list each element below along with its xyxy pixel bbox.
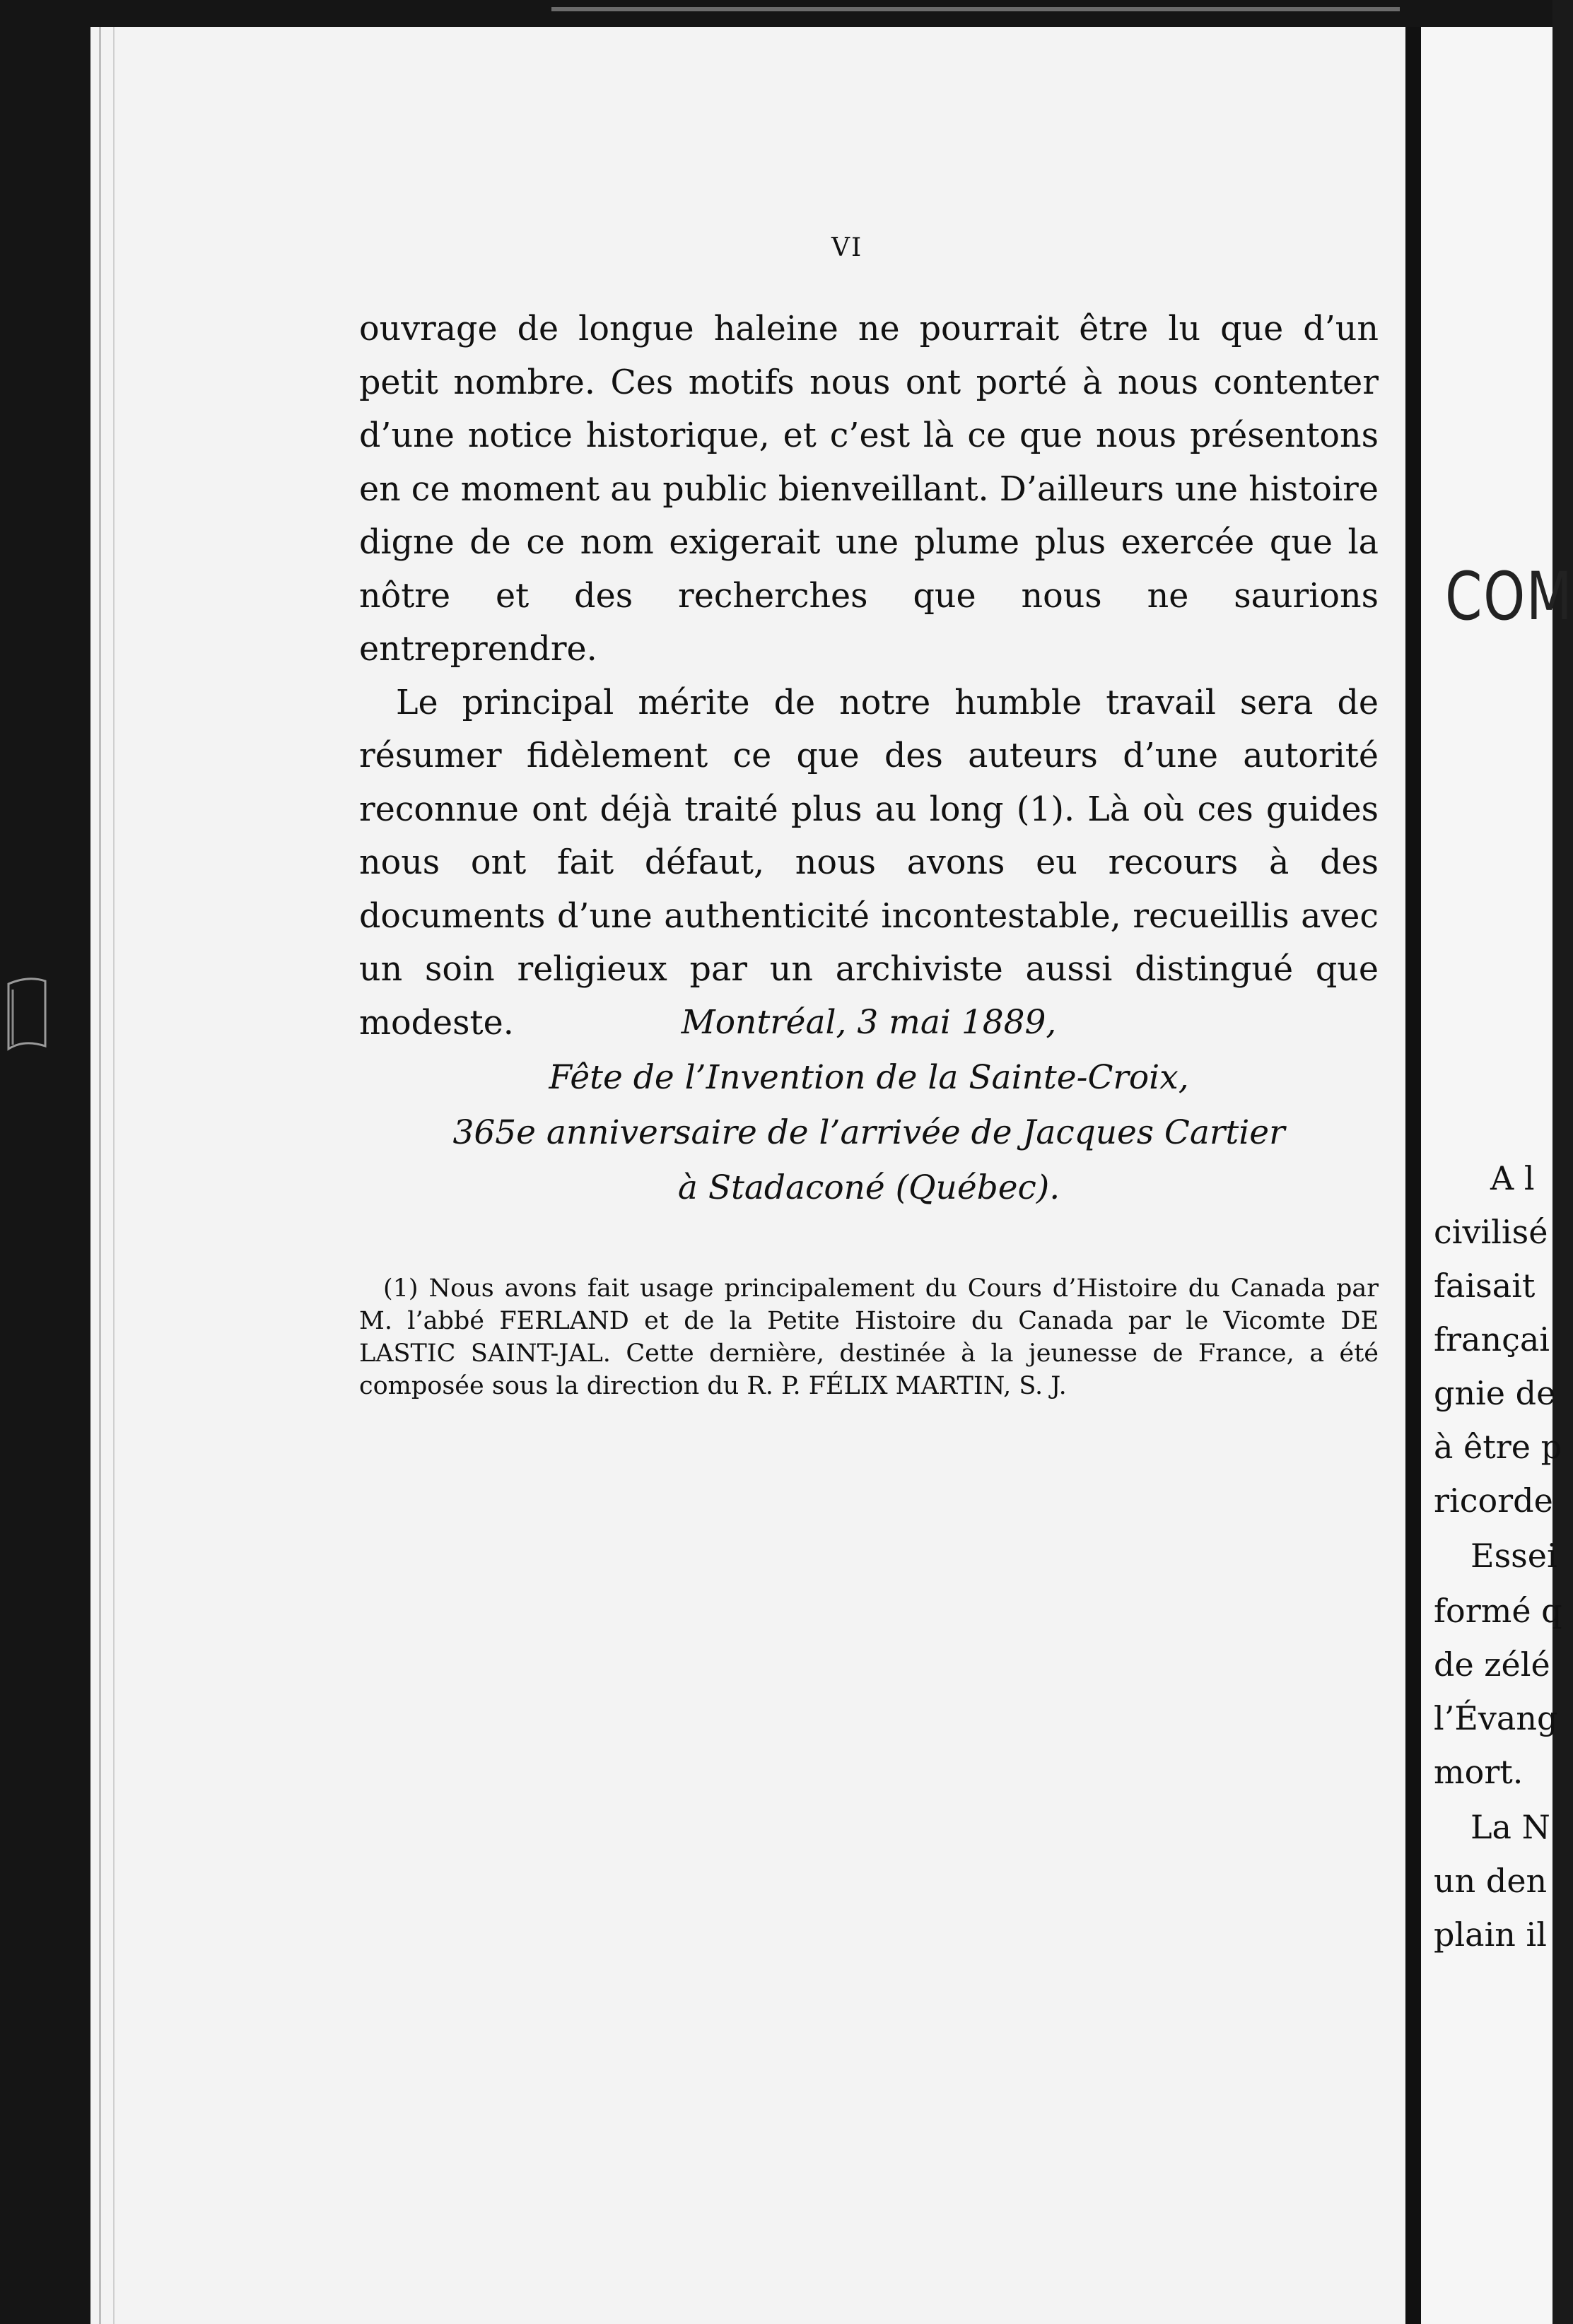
dateline-line-4: à Stadaconé (Québec).: [677, 1168, 1060, 1207]
right-page-line: de zélé: [1434, 1645, 1550, 1684]
dateline-line-3: 365e anniversaire de l’arrivée de Jacques Cartier: [452, 1113, 1285, 1152]
right-page-line: françai: [1434, 1320, 1550, 1358]
right-page-line: l’Évang: [1434, 1699, 1558, 1737]
right-page-line: faisait: [1434, 1267, 1536, 1305]
dateline: [359, 995, 1379, 1216]
paragraph-1: ouvrage de longue haleine ne pourrait être lu que d’un petit nombre. Ces motifs nous ont porté à nous contenter d’une notice historique, et c’est là ce que nous présentons en ce moment au public bienveillant. D’ailleurs une histoire digne de ce nom exigerait une plume plus exercée que la nôtre et des recherches que nous ne saurions entreprendre.: [359, 310, 1379, 669]
right-page-line: plain il: [1434, 1915, 1547, 1954]
book-spine: [1405, 27, 1421, 2324]
right-page-line: La N: [1470, 1808, 1550, 1846]
paragraph-2: Le principal mérite de notre humble travail sera de résumer fidèlement ce que des auteurs d’une autorité reconnue ont déjà traité plus au long (1). Là où ces guides nous ont fait défaut, nous avons eu recours à des documents d’une authenticité incontestable, recueillis avec un soin religieux par un archiviste aussi distingué que modeste.: [359, 683, 1379, 1043]
left-page-edge: [99, 27, 115, 2324]
right-page-line: ricorde: [1434, 1481, 1553, 1520]
top-border: [90, 0, 1552, 27]
page-number: VI: [831, 233, 863, 262]
right-page-line: Essei: [1470, 1537, 1557, 1575]
top-border-line: [551, 7, 1400, 11]
right-page-line: mort.: [1434, 1753, 1524, 1791]
right-page-line: à être p: [1434, 1428, 1562, 1466]
footnote: (1) Nous avons fait usage principalement du Cours d’Histoire du Canada par M. l’abbé FERLAND et de la Petite Histoire du Canada par le Vicomte DE LASTIC SAINT-JAL. Cette dernière, destinée à la jeunesse de France, a été composée sous la direction du R. P. FÉLIX MARTIN, S. J.: [359, 1274, 1379, 1400]
right-page-line: un den: [1434, 1862, 1548, 1900]
right-page-line: A l: [1490, 1159, 1535, 1197]
body-text: [359, 303, 1379, 1050]
right-page-line: civilisé: [1434, 1213, 1548, 1251]
dateline-line-2: Fête de l’Invention de la Sainte-Croix,: [549, 1058, 1189, 1097]
right-page-heading: COM: [1445, 558, 1573, 635]
right-page-line: formé q: [1434, 1592, 1562, 1630]
dateline-line-1: Montréal, 3 mai 1889,: [681, 1003, 1057, 1042]
right-page-line: gnie de: [1434, 1374, 1556, 1412]
